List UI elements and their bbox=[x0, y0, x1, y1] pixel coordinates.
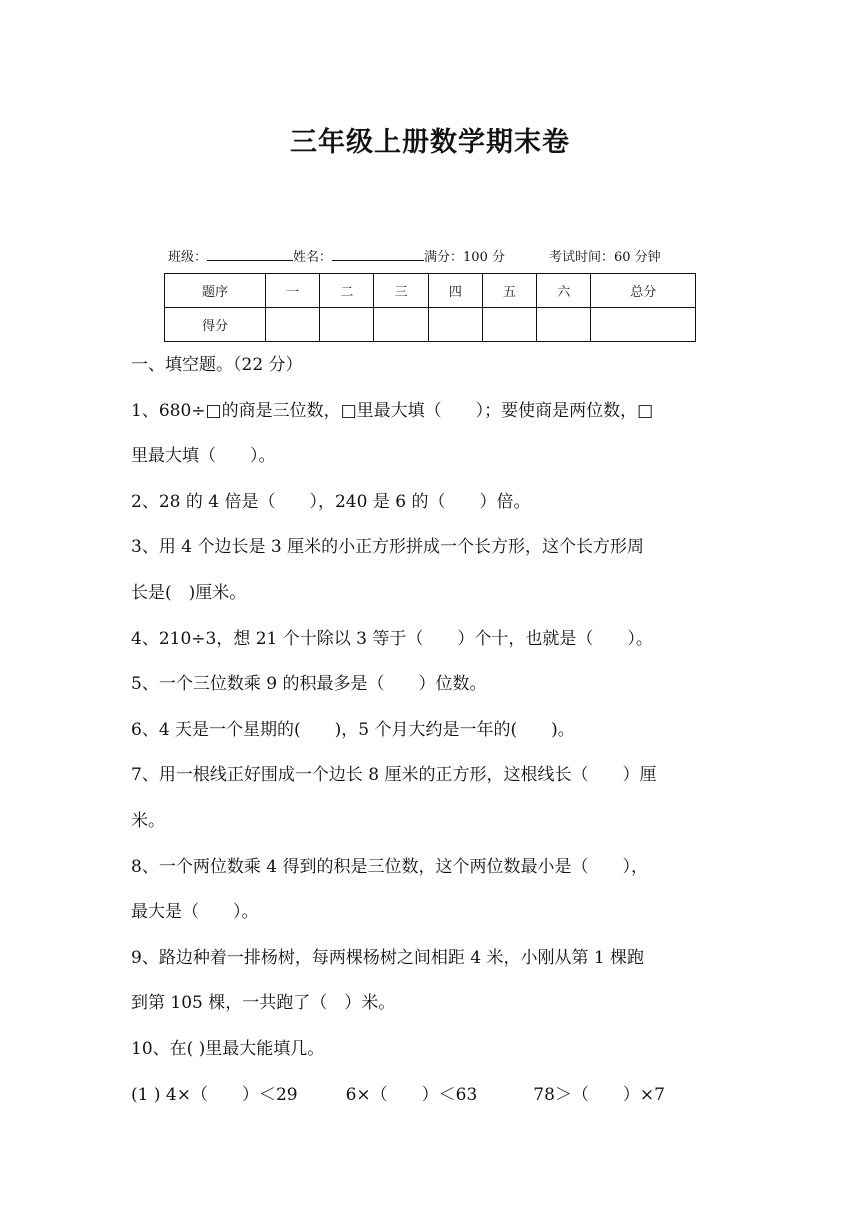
question-line: 8、一个两位数乘 4 得到的积是三位数，这个两位数最小是（ ）， bbox=[131, 856, 648, 877]
score-table-header-cell: 六 bbox=[537, 274, 591, 308]
score-table-header-cell: 一 bbox=[266, 274, 320, 308]
class-label: 班级： bbox=[168, 250, 208, 265]
section-heading: 一、填空题。（22 分） bbox=[131, 355, 303, 375]
question-line: 9、路边种着一排杨树，每两棵杨树之间相距 4 米，小刚从第 1 棵跑 bbox=[131, 947, 645, 968]
question-line: 长是( )厘米。 bbox=[131, 582, 247, 603]
question-line: 米。 bbox=[131, 810, 165, 831]
question-line: 7、用一根线正好围成一个边长 8 厘米的正方形，这根线长（ ）厘 bbox=[131, 765, 657, 786]
exam-time-label: 考试时间：60 分钟 bbox=[548, 250, 661, 265]
question-line: 最大是（ ）。 bbox=[131, 902, 259, 923]
score-table-header-cell: 题序 bbox=[165, 274, 266, 308]
name-label: 姓名： bbox=[293, 250, 333, 265]
score-table-header-cell: 四 bbox=[428, 274, 482, 308]
question-line: 6、4 天是一个星期的( )，5 个月大约是一年的( )。 bbox=[131, 719, 575, 740]
score-table-header-row bbox=[165, 274, 696, 308]
score-row-label: 得分 bbox=[165, 308, 266, 342]
score-cell bbox=[482, 308, 536, 342]
class-blank bbox=[207, 248, 293, 261]
page-title: 三年级上册数学期末卷 bbox=[290, 127, 570, 158]
score-cell bbox=[591, 308, 696, 342]
question-line: 3、用 4 个边长是 3 厘米的小正方形拼成一个长方形，这个长方形周 bbox=[131, 537, 645, 558]
exercise-1: (1 ) 4×（ ）＜29 bbox=[131, 1084, 298, 1105]
score-cell bbox=[428, 308, 482, 342]
score-cell bbox=[537, 308, 591, 342]
score-table-header-cell: 二 bbox=[320, 274, 374, 308]
question-line: 1、680÷□的商是三位数，□里最大填（ ）；要使商是两位数，□ bbox=[131, 400, 654, 421]
question-line: 里最大填（ ）。 bbox=[131, 446, 276, 467]
score-table bbox=[164, 273, 696, 342]
question-10-exercises bbox=[131, 1073, 731, 1119]
exercise-3: 78＞（ ）×7 bbox=[533, 1084, 665, 1105]
question-line: 2、28 的 4 倍是（ ），240 是 6 的（ ）倍。 bbox=[131, 491, 531, 512]
question-line: 10、在( )里最大能填几。 bbox=[131, 1038, 325, 1059]
student-info-line bbox=[168, 246, 698, 265]
full-score-label: 满分：100 分 bbox=[424, 250, 505, 265]
score-cell bbox=[374, 308, 428, 342]
question-line: 5、一个三位数乘 9 的积最多是（ ）位数。 bbox=[131, 674, 487, 695]
score-cell bbox=[320, 308, 374, 342]
score-table-header-cell: 三 bbox=[374, 274, 428, 308]
name-blank bbox=[332, 248, 424, 261]
exercise-2: 6×（ ）＜63 bbox=[345, 1084, 478, 1105]
score-table-header-cell: 总分 bbox=[591, 274, 696, 308]
question-line: 到第 105 棵，一共跑了（ ）米。 bbox=[131, 993, 396, 1014]
score-cell bbox=[266, 308, 320, 342]
section-fill-in-blank bbox=[131, 343, 731, 1118]
question-line: 4、210÷3，想 21 个十除以 3 等于（ ）个十，也就是（ ）。 bbox=[131, 628, 653, 649]
score-table-header-cell: 五 bbox=[482, 274, 536, 308]
score-table-score-row bbox=[165, 308, 696, 342]
